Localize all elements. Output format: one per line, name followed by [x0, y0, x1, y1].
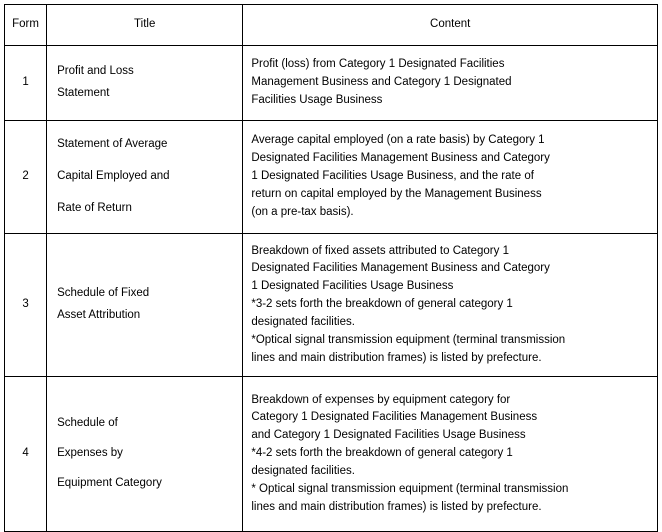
form-title: [47, 377, 243, 532]
form-content-line: * Optical signal transmission equipment (terminal transmission: [251, 482, 569, 495]
form-content-line: lines and main distribution frames) is listed by prefecture.: [251, 500, 542, 513]
form-title-line: Rate of Return: [57, 201, 132, 214]
form-content-line: Breakdown of expenses by equipment category for: [251, 393, 511, 406]
form-number: 4: [5, 377, 47, 532]
table-header-row: [5, 5, 658, 46]
form-content-line: 1 Designated Facilities Usage Business: [251, 280, 454, 293]
form-content-line: Category 1 Designated Facilities Management Business: [251, 411, 538, 424]
form-content: [243, 377, 658, 532]
table-row: [5, 121, 658, 234]
form-title: [47, 234, 243, 377]
column-header-title: Title: [47, 5, 243, 46]
form-content-line: return on capital employed by the Management Business: [251, 187, 542, 200]
form-definition-table: [4, 4, 658, 532]
table-header: [5, 5, 658, 46]
form-title-line: Capital Employed and: [57, 170, 170, 183]
form-content-line: (on a pre-tax basis).: [251, 205, 354, 218]
table-row: [5, 234, 658, 377]
form-content-line: designated facilities.: [251, 315, 355, 328]
column-header-content: Content: [243, 5, 658, 46]
form-title-line: Statement: [57, 87, 110, 99]
form-content: [243, 121, 658, 234]
form-title-line: Expenses by: [57, 447, 123, 460]
form-title-line: Schedule of: [57, 417, 118, 430]
form-content-line: lines and main distribution frames) is listed by prefecture.: [251, 351, 542, 364]
form-number: 2: [5, 121, 47, 234]
form-number: 1: [5, 46, 47, 121]
form-content-line: *Optical signal transmission equipment (terminal transmission: [251, 333, 566, 346]
form-title-line: Equipment Category: [57, 476, 162, 489]
form-content-line: *4-2 sets forth the breakdown of general category 1: [251, 447, 513, 460]
form-content-line: Breakdown of fixed assets attributed to Category 1: [251, 244, 509, 257]
form-content-line: Designated Facilities Management Business and Category: [251, 262, 550, 275]
column-header-form: Form: [5, 5, 47, 46]
form-content: [243, 46, 658, 121]
form-content-line: Facilities Usage Business: [251, 93, 383, 106]
form-content-line: Average capital employed (on a rate basis) by Category 1: [251, 134, 545, 147]
form-title-line: Asset Attribution: [57, 309, 141, 321]
form-content-line: *3-2 sets forth the breakdown of general category 1: [251, 298, 513, 311]
form-content-line: 1 Designated Facilities Usage Business, and the rate of: [251, 170, 534, 183]
form-content-line: and Category 1 Designated Facilities Usage Business: [251, 429, 526, 442]
form-content: [243, 234, 658, 377]
form-content-line: Profit (loss) from Category 1 Designated Facilities: [251, 58, 505, 71]
form-content-line: Designated Facilities Management Business and Category: [251, 152, 550, 165]
form-title-line: Statement of Average: [57, 138, 168, 151]
table-row: [5, 377, 658, 532]
table-row: [5, 46, 658, 121]
form-title: [47, 121, 243, 234]
table-body: [5, 46, 658, 532]
form-title-line: Schedule of Fixed: [57, 287, 150, 300]
form-content-line: designated facilities.: [251, 464, 355, 477]
form-title: [47, 46, 243, 121]
form-number: 3: [5, 234, 47, 377]
form-title-line: Profit and Loss: [57, 65, 134, 78]
form-content-line: Management Business and Category 1 Designated: [251, 76, 512, 89]
